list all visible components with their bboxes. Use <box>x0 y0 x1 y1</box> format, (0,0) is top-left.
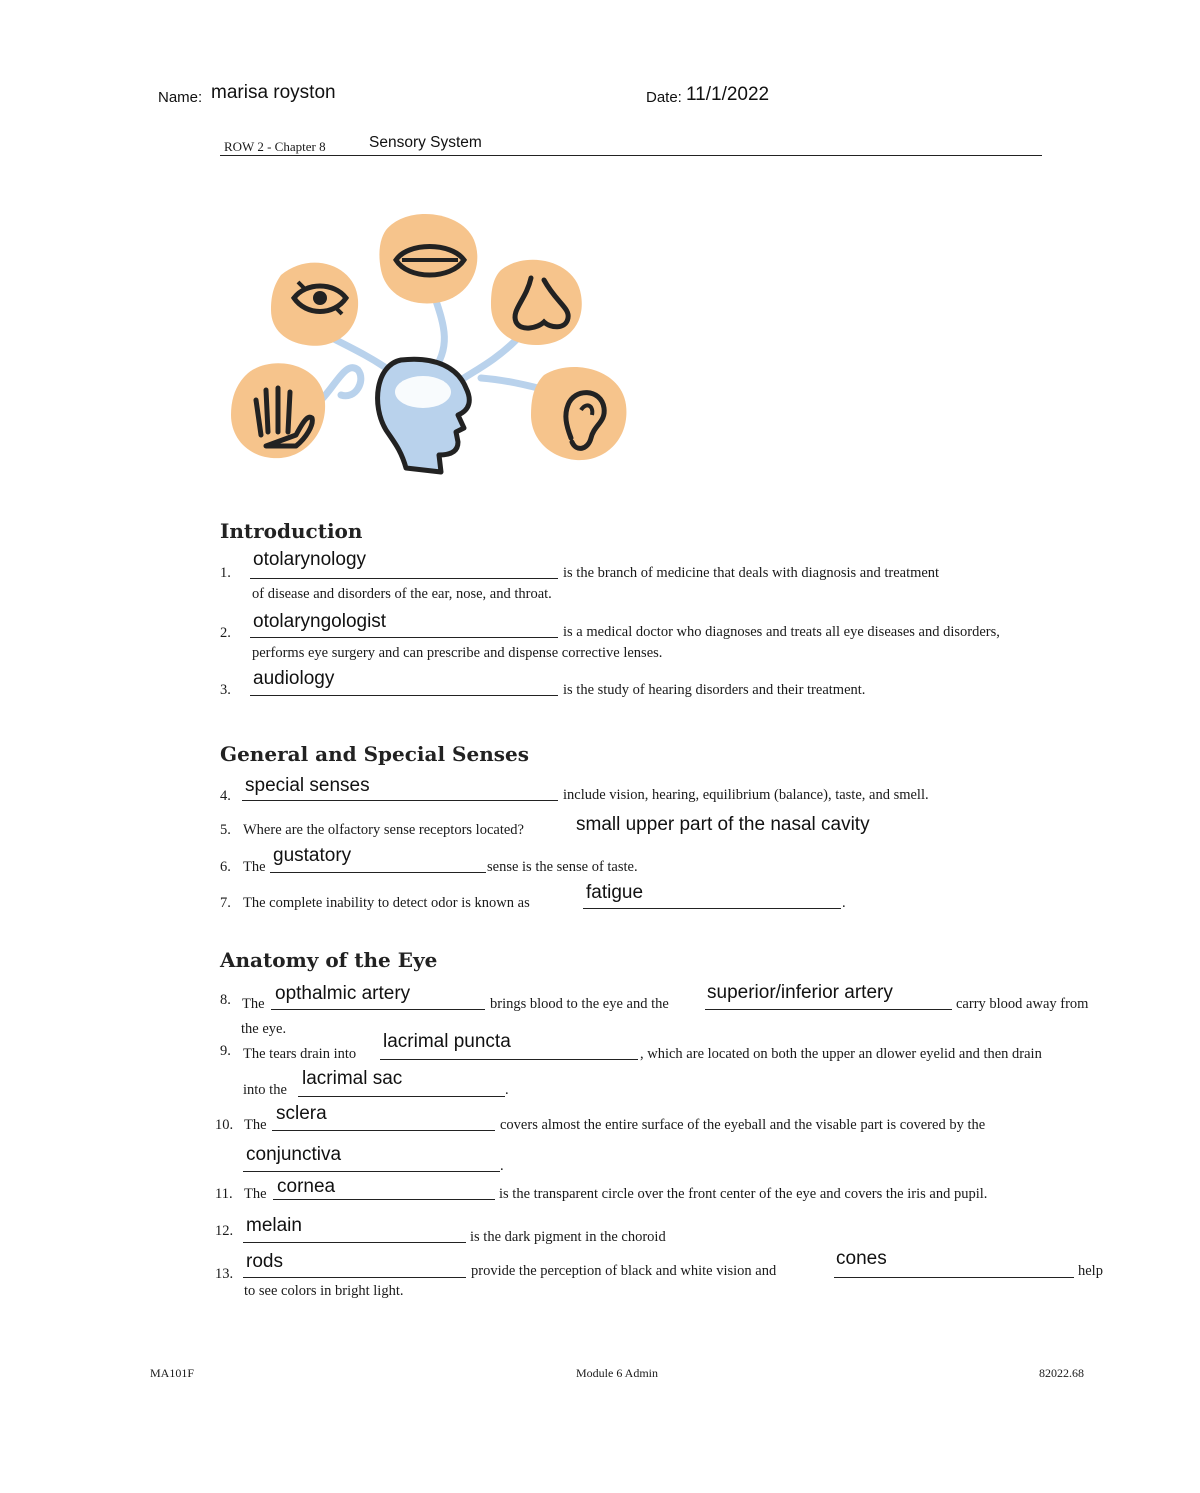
nose-bubble <box>491 260 582 345</box>
q9-text-pre2: into the <box>243 1082 287 1098</box>
q6-answer-field[interactable]: gustatory <box>273 845 352 866</box>
row-chapter-label: ROW 2 - Chapter 8 <box>224 139 326 154</box>
section-heading-eye: Anatomy of the Eye <box>220 948 438 972</box>
q2-text-cont: performs eye surgery and can prescribe and dispense corrective lenses. <box>252 645 663 661</box>
q3-answer-field[interactable]: audiology <box>253 668 335 689</box>
senses-illustration <box>226 210 636 478</box>
tendril-hand <box>321 368 361 400</box>
name-field[interactable]: marisa royston <box>211 82 336 103</box>
q8-text: carry blood away from <box>956 996 1089 1012</box>
question-number: 13. <box>215 1266 234 1282</box>
q9-answer1-field[interactable]: lacrimal puncta <box>383 1031 511 1052</box>
q2-answer-field[interactable]: otolaryngologist <box>253 611 387 632</box>
date-label: Date: <box>646 89 682 106</box>
q4-underline <box>242 800 558 801</box>
q1-text: is the branch of medicine that deals with diagnosis and treatment <box>563 565 940 581</box>
q10-text-mid: covers almost the entire surface of the eyeball and the visable part is covered by the <box>500 1117 986 1133</box>
q10-period: . <box>500 1158 504 1174</box>
q1-underline <box>250 578 558 579</box>
q7-text: The complete inability to detect odor is known as <box>243 895 530 911</box>
q2-underline <box>250 637 558 638</box>
q9-text-mid: , which are located on both the upper an dlower eyelid and then drain <box>640 1046 1042 1062</box>
q8-text-mid: brings blood to the eye and the <box>490 996 669 1012</box>
footer-module: Module 6 Admin <box>576 1366 659 1380</box>
date-field[interactable]: 11/1/2022 <box>686 84 770 105</box>
question-number: 7. <box>220 895 231 911</box>
q13-text-cont: to see colors in bright light. <box>244 1283 404 1299</box>
footer-course-code: MA101F <box>150 1366 195 1380</box>
chapter-title-field[interactable]: Sensory System <box>369 134 482 151</box>
q3-text: is the study of hearing disorders and their treatment. <box>563 682 866 698</box>
tendril-nose <box>461 340 516 380</box>
q5-answer-field[interactable]: small upper part of the nasal cavity <box>576 814 870 835</box>
q6-underline <box>270 872 486 873</box>
q5-text: Where are the olfactory sense receptors located? <box>243 822 524 838</box>
head-icon <box>378 359 470 472</box>
q8-answer1-field[interactable]: opthalmic artery <box>275 983 411 1004</box>
q13-underline-2 <box>834 1277 1074 1278</box>
question-number: 12. <box>215 1223 234 1239</box>
question-number: 6. <box>220 859 231 875</box>
q6-text-pre: The <box>243 859 266 875</box>
footer-code: 82022.68 <box>1039 1366 1084 1380</box>
q6-text: sense is the sense of taste. <box>487 859 638 875</box>
question-number: 2. <box>220 625 231 641</box>
q13-text: help <box>1078 1263 1103 1279</box>
q13-text-mid: provide the perception of black and white vision and <box>471 1263 777 1279</box>
q13-answer1-field[interactable]: rods <box>246 1251 283 1272</box>
eye-bubble <box>271 263 358 346</box>
q11-underline <box>273 1199 495 1200</box>
q4-answer-field[interactable]: special senses <box>245 775 370 796</box>
chapter-underline <box>220 155 1042 156</box>
section-heading-introduction: Introduction <box>220 519 363 543</box>
q10-answer1-field[interactable]: sclera <box>276 1103 327 1124</box>
q9-underline-2 <box>298 1096 505 1097</box>
q13-answer2-field[interactable]: cones <box>836 1248 887 1269</box>
question-number: 11. <box>215 1186 233 1202</box>
question-number: 9. <box>220 1043 231 1059</box>
question-number: 3. <box>220 682 231 698</box>
q7-answer-field[interactable]: fatigue <box>586 882 644 903</box>
q9-answer2-field[interactable]: lacrimal sac <box>302 1068 403 1089</box>
q10-underline-1 <box>272 1130 495 1131</box>
mouth-bubble <box>379 214 477 303</box>
q1-answer-field[interactable]: otolarynology <box>253 549 367 570</box>
q12-underline <box>243 1242 466 1243</box>
section-heading-senses: General and Special Senses <box>220 742 529 766</box>
q10-underline-2 <box>243 1171 500 1172</box>
hand-bubble <box>231 363 325 458</box>
q2-text: is a medical doctor who diagnoses and treats all eye diseases and disorders, <box>563 624 1000 640</box>
q8-underline-2 <box>705 1009 952 1010</box>
q12-text: is the dark pigment in the choroid <box>470 1229 666 1245</box>
q10-answer2-field[interactable]: conjunctiva <box>246 1144 342 1165</box>
question-number: 10. <box>215 1117 234 1133</box>
question-number: 8. <box>220 992 231 1008</box>
question-number: 1. <box>220 565 231 581</box>
q3-underline <box>250 695 558 696</box>
q7-period: . <box>842 895 846 911</box>
q8-answer2-field[interactable]: superior/inferior artery <box>707 982 893 1003</box>
q8-underline-1 <box>271 1009 485 1010</box>
q12-answer-field[interactable]: melain <box>246 1215 302 1236</box>
q9-underline-1 <box>380 1059 638 1060</box>
q8-text-cont: the eye. <box>241 1021 287 1037</box>
q1-text-cont: of disease and disorders of the ear, nose, and throat. <box>252 586 552 602</box>
q8-text-pre: The <box>242 996 265 1012</box>
question-number: 4. <box>220 788 231 804</box>
q4-text: include vision, hearing, equilibrium (balance), taste, and smell. <box>563 787 929 803</box>
name-label: Name: <box>158 89 203 106</box>
q9-text-pre: The tears drain into <box>243 1046 357 1062</box>
q11-text-pre: The <box>244 1186 267 1202</box>
ear-bubble <box>531 367 626 460</box>
q13-underline-1 <box>243 1277 466 1278</box>
q7-underline <box>583 908 841 909</box>
question-number: 5. <box>220 822 231 838</box>
q9-period: . <box>505 1082 509 1098</box>
q11-answer-field[interactable]: cornea <box>277 1176 336 1197</box>
q11-text: is the transparent circle over the front center of the eye and covers the iris and pupil. <box>499 1186 988 1202</box>
q10-text-pre: The <box>244 1117 267 1133</box>
